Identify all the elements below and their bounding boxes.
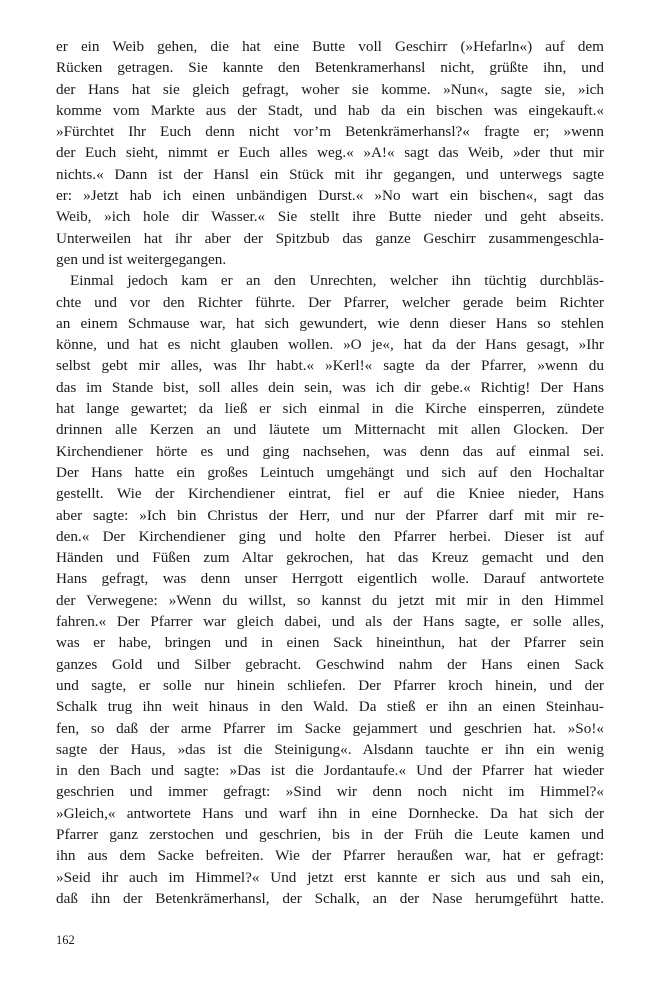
- text-line: fahren.« Der Pfarrer war gleich dabei, und als der Hans sagte, er solle alles,: [56, 613, 604, 631]
- text-line: das im Stande bist, soll alles dein sein, was ich dir gebe.« Richtig! Der Hans: [56, 378, 604, 396]
- text-line: hat lange gewartet; da ließ er sich einmal in die Kirche einsperren, zündete: [56, 400, 604, 418]
- text-line: der Verwegene: »Wenn du willst, so kannst du jetzt mit mir in den Himmel: [56, 591, 604, 609]
- text-line: »Gleich,« antwortete Hans und warf ihn in eine Dornhecke. Da hat sich der: [56, 804, 604, 822]
- text-line: Weib, »ich hole dir Wasser.« Sie stellt ihre Butte nieder und geht abseits.: [56, 208, 604, 226]
- text-line: ihn aus dem Sacke befreiten. Wie der Pfarrer heraußen war, hat er gefragt:: [56, 847, 604, 865]
- text-line: der Euch sieht, nimmt er Euch alles weg.« »A!« sagt das Weib, »der thut mir: [56, 144, 604, 162]
- text-line: Händen und Füßen zum Altar gekrochen, hat das Kreuz gemacht und den: [56, 549, 604, 567]
- text-line: Einmal jedoch kam er an den Unrechten, welcher ihn tüchtig durchbläs-: [70, 272, 604, 290]
- text-line: was er habe, bringen und in einen Sack hineinthun, hat der Pfarrer sein: [56, 634, 604, 652]
- text-line: aber sagte: »Ich bin Christus der Herr, und nur der Pfarrer darf mit mir re-: [56, 506, 604, 524]
- text-line: daß ihn der Betenkrämerhansl, der Schalk, an der Nase herumgeführt hatte.: [56, 889, 604, 907]
- text-line: »Fürchtet Ihr Euch denn nicht vor’m Betenkrämerhansl?« fragte er; »wenn: [56, 123, 604, 141]
- text-line: nichts.« Dann ist der Hansl ein Stück mit ihr gegangen, und unterwegs sagte: [56, 165, 604, 183]
- text-line: Unterweilen hat ihr aber der Spitzbub das ganze Geschirr zusammengeschla-: [56, 229, 604, 247]
- text-line: Rücken getragen. Sie kannte den Betenkramerhansl nicht, grüßte ihn, und: [56, 59, 604, 77]
- text-line: der Hans hat sie gleich gefragt, woher sie komme. »Nun«, sagte sie, »ich: [56, 80, 604, 98]
- page-number: 162: [56, 933, 75, 947]
- text-line: »Seid ihr auch im Himmel?« Und jetzt erst kannte er sich aus und sah ein,: [56, 868, 604, 886]
- text-line: den.« Der Kirchendiener ging und holte den Pfarrer herbei. Dieser ist auf: [56, 527, 604, 545]
- text-line: ganzes Gold und Silber gebracht. Geschwind nahm der Hans einen Sack: [56, 655, 604, 673]
- text-line: er ein Weib gehen, die hat eine Butte voll Geschirr (»Hefarln«) auf dem: [56, 38, 604, 55]
- text-line: könne, und hat es nicht glauben wollen. »O je«, hat da der Hans gesagt, »Ihr: [56, 336, 604, 354]
- text-line: Hans gefragt, was denn unser Herrgott eigentlich wolle. Darauf antwortete: [56, 570, 604, 588]
- text-line: drinnen alle Kerzen an und läutete um Mitternacht mit allen Glocken. Der: [56, 421, 604, 439]
- text-line: komme vom Markte aus der Stadt, und hab da ein bischen was eingekauft.«: [56, 101, 604, 119]
- text-line: und sagte, er solle nur hinein schliefen. Der Pfarrer kroch hinein, und der: [56, 676, 604, 694]
- text-line: chte und vor den Richter führte. Der Pfarrer, welcher gerade beim Richter: [56, 293, 604, 311]
- text-line: Der Hans hatte ein großes Leintuch umgehängt und sich auf den Hochaltar: [56, 463, 604, 481]
- text-line: sagte der Haus, »das ist die Steinigung«. Alsdann tauchte er ihn ein wenig: [56, 740, 604, 758]
- text-line: in den Bach und sagte: »Das ist die Jordantaufe.« Und der Pfarrer hat wieder: [56, 762, 604, 780]
- text-line: gen und ist weitergegangen.: [56, 250, 227, 268]
- text-line: selbst gebt mir alles, was Ihr habt.« »Kerl!« sagte da der Pfarrer, »wenn du: [56, 357, 604, 375]
- text-line: geschrien und immer gefragt: »Sind wir denn noch nicht im Himmel?«: [56, 783, 604, 801]
- text-line: er: »Jetzt hab ich einen unbändigen Durst.« »No wart ein bischen«, sagt das: [56, 187, 604, 205]
- text-line: Pfarrer ganz zerstochen und geschrien, bis in der Früh die Leute kamen und: [56, 825, 604, 843]
- text-line: Kirchendiener hörte es und ging nachsehen, was denn das auf einmal sei.: [56, 442, 604, 460]
- text-line: Schalk trug ihn weit hinaus in den Wald. Da stieß er ihn an einen Steinhau-: [56, 698, 604, 716]
- body-text: [56, 36, 604, 909]
- text-line: an einem Schmause war, hat sich gewundert, wie denn dieser Hans so stehlen: [56, 314, 604, 332]
- text-line: fen, so daß der arme Pfarrer im Sacke gejammert und geschrien hat. »So!«: [56, 719, 604, 737]
- text-line: gestellt. Wie der Kirchendiener eintrat, fiel er auf die Kniee nieder, Hans: [56, 485, 604, 503]
